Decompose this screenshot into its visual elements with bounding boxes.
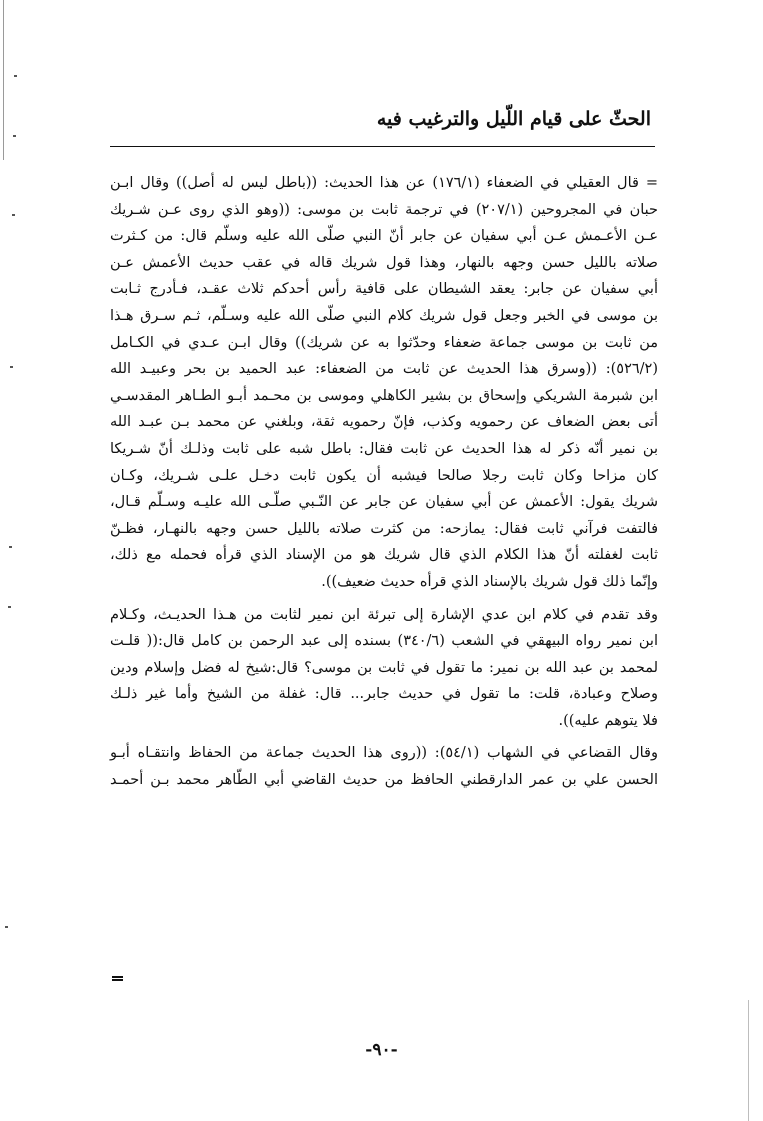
text-line: فلا يتوهم عليه)). (558, 712, 658, 729)
scan-speck (12, 214, 15, 216)
footnote-continuation-mark (112, 976, 123, 981)
text-line: عـن الأعـمش عـن أبي سفيان عن جابر أنّ النبي صلّى الله عليه وسلّم قال: من كـثرت (110, 228, 658, 245)
text-line: كان مزاحا وكان ثابت رجلا صالحا فيشبه أن يكون ثابت دخـل علـى شـريك، وكـان (110, 467, 658, 484)
text-line: من ثابت بن موسى جماعة ضعفاء وحدّثوا به عن شريك)) وقال ابـن عـدي في الكـامل (110, 334, 658, 351)
text-line: بن موسى في الخبر وجعل قول شريك كلام النبي صلّى الله عليه وسـلّم، ثـم سـرق هـذا (110, 307, 658, 324)
page-edge (748, 1000, 749, 1121)
paragraph (110, 170, 658, 596)
scan-speck (10, 366, 13, 368)
text-line: لمحمد بن عبد الله بن نمير: ما تقول في ثابت بن موسى؟ قال:شيخ له فضل وإسلام ودين (110, 659, 658, 676)
running-header-title: الحثّ على قيام اللّيل والترغيب فيه (376, 108, 651, 130)
text-line: وصلاح وعبادة، قلت: ما تقول في حديث جابر... قال: غفلة من الشيخ وأما غير ذلـك (110, 686, 658, 703)
text-line: وإنّما ذلك قول شريك بالإسناد الذي قرأه حديث ضعيف)). (321, 573, 658, 590)
text-line: وقد تقدم في كلام ابن عدي الإشارة إلى تبرئة ابن نمير لثابت من هـذا الحديـث، وكـلام (110, 606, 658, 623)
text-line: بن نمير أنّه ذكر له هذا الحديث عن ثابت فقال: باطل شبه على ثابت وذلـك أنّ شـريكا (110, 440, 658, 457)
scan-speck (8, 606, 11, 608)
text-line: حبان في المجروحين (٢٠٧/١) في ترجمة ثابت بن موسى: ((وهو الذي روى عـن شـريك (110, 201, 658, 218)
paragraph (110, 602, 658, 735)
text-line: فالتفت فرآني ثابت فقال: يمازحه: من كثرت صلاته بالليل حسن وجهه بالنهـار، فظـنّ (110, 520, 658, 537)
scan-speck (14, 75, 17, 77)
text-line: صلاته بالليل حسن وجهه بالنهار، وهذا قول شريك قاله في عقب حديث الأعمش عـن (110, 254, 658, 271)
text-line: ابن شبرمة الشريكي وإسحاق بن بشير الكاهلي وموسى بن محـمد أبـو الطـاهر المقدسـي (110, 387, 658, 404)
body-text (110, 170, 658, 794)
text-line: أتى بعض الضعاف عن رحمويه وكذب، فإنّ رحمويه ثقة، وبلغني عن محمد بـن عبـد الله (110, 414, 658, 431)
text-line: أبي سفيان عن جابر: يعقد الشيطان على قافية رأس أحدكم ثلاث عقـد، فـأدرج ثـابت (110, 281, 658, 298)
text-line: ابن نمير رواه البيهقي في الشعب (٣٤٠/٦) بسنده إلى عبد الرحمن بن كامل قال:(( قلـت (110, 633, 658, 650)
paragraph (110, 740, 658, 793)
text-line: الحسن علي بن عمر الدارقطني الحافظ من حديث القاضي أبي الطّاهر محمد بـن أحمـد (110, 772, 658, 789)
text-line: = قال العقيلي في الضعفاء (١٧٦/١) عن هذا الحديث: ((باطل ليس له أصل)) وقال ابـن (110, 175, 659, 191)
scan-speck (9, 546, 12, 548)
text-line: (٥٢٦/٢): ((وسرق هذا الحديث عن ثابت من الضعفاء: عبد الحميد بن بحر وعبيـد الله (110, 361, 658, 378)
page-edge (3, 0, 4, 160)
scan-speck (13, 135, 16, 137)
scan-speck (5, 926, 8, 928)
page-number: -٩٠- (365, 1040, 398, 1060)
text-line: ثابت لغفلته أنّ هذا الكلام الذي قال شريك هو من الإسناد الذي قرأه فحمله مع ذلك، (110, 547, 658, 564)
text-line: شريك يقول: الأعمش عن أبي سفيان عن جابر عن النّـبي صلّـى الله عليـه وسـلّم قـال، (110, 494, 658, 511)
text-line: وقال القضاعي في الشهاب (٥٤/١): ((روى هذا الحديث جماعة من الحفاظ وانتقـاه أبـو (110, 745, 658, 762)
header-rule (110, 146, 655, 147)
